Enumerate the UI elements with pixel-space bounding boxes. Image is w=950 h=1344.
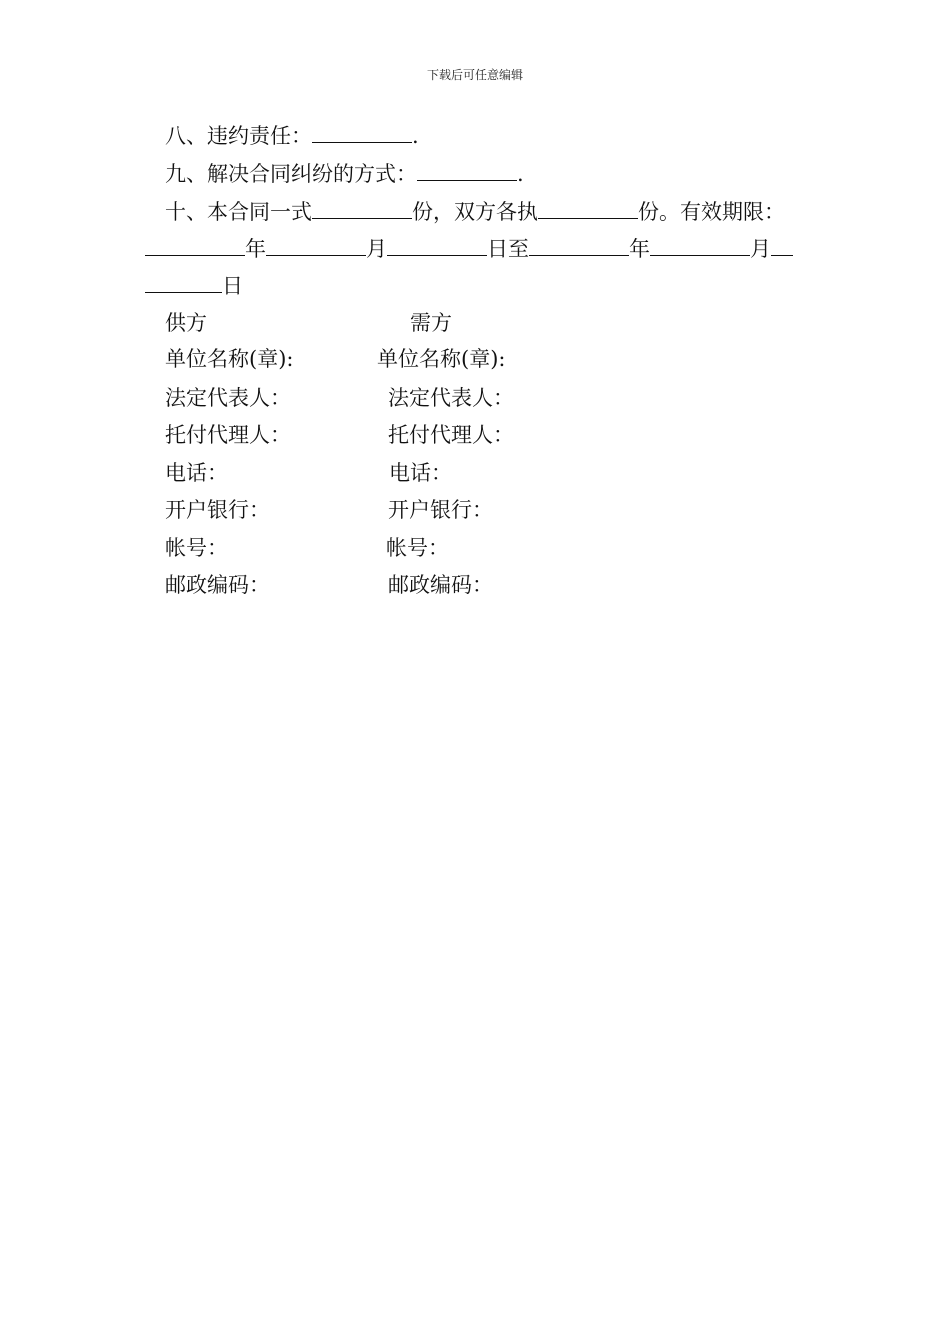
buyer-phone: 电话： [389, 461, 452, 485]
supplier-heading: 供方 [165, 311, 207, 335]
clause-ten-line-3 [145, 272, 243, 299]
start-month-blank[interactable] [266, 235, 366, 256]
clause-nine [165, 160, 524, 187]
clause-eight-end: . [412, 124, 419, 148]
month-label-2: 月 [750, 237, 771, 261]
buyer-bank: 开户银行： [388, 498, 493, 522]
clause-ten-text-c: 份。有效期限： [638, 200, 785, 224]
end-month-blank[interactable] [650, 235, 750, 256]
supplier-legal-rep: 法定代表人： [165, 386, 291, 410]
buyer-postcode: 邮政编码： [388, 573, 493, 597]
clause-nine-end: . [517, 162, 524, 186]
supplier-agent: 托付代理人： [165, 423, 291, 447]
day-to-label: 日至 [487, 237, 529, 261]
year-label-1: 年 [245, 237, 266, 261]
end-day-blank-part-1[interactable] [771, 235, 793, 256]
supplier-phone: 电话： [165, 461, 228, 485]
clause-eight-blank[interactable] [312, 122, 412, 143]
clause-eight [165, 122, 419, 149]
buyer-legal-rep: 法定代表人： [388, 386, 514, 410]
supplier-postcode: 邮政编码： [165, 573, 270, 597]
buyer-agent: 托付代理人： [388, 423, 514, 447]
clause-ten-line-2 [145, 235, 793, 262]
clause-ten-text-a: 十、本合同一式 [165, 200, 312, 224]
clause-nine-blank[interactable] [417, 160, 517, 181]
buyer-unit-name: 单位名称(章): [377, 347, 506, 371]
clause-ten-text-b: 份，双方各执 [412, 200, 538, 224]
end-year-blank[interactable] [529, 235, 629, 256]
copies-each-blank[interactable] [538, 198, 638, 219]
buyer-account: 帐号： [386, 536, 449, 560]
year-label-2: 年 [629, 237, 650, 261]
supplier-bank: 开户银行： [165, 498, 270, 522]
page-header: 下载后可任意编辑 [426, 68, 523, 82]
clause-ten-line-1 [165, 198, 785, 225]
clause-nine-label: 九、解决合同纠纷的方式： [165, 162, 417, 186]
day-label: 日 [222, 274, 243, 298]
supplier-account: 帐号： [165, 536, 228, 560]
end-day-blank-part-2[interactable] [145, 272, 222, 293]
buyer-heading: 需方 [410, 311, 452, 335]
month-label-1: 月 [366, 237, 387, 261]
clause-eight-label: 八、违约责任： [165, 124, 312, 148]
supplier-unit-name: 单位名称(章): [165, 347, 294, 371]
start-year-blank[interactable] [145, 235, 245, 256]
start-day-blank[interactable] [387, 235, 487, 256]
copies-total-blank[interactable] [312, 198, 412, 219]
